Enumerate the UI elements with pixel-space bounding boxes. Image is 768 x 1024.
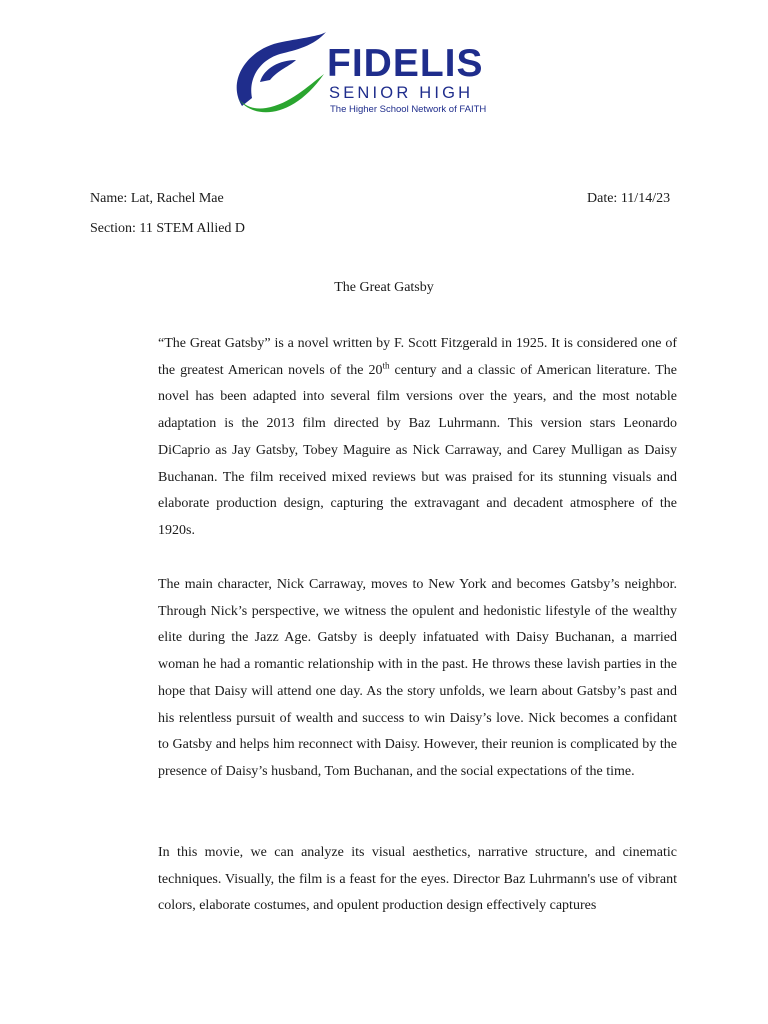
paragraph-1-text-b: century and a classic of American literature. The novel has been adapted into several film versions over the years, and the most notable adaptation is the 2013 film directed by Baz Luhrmann. This version stars Leonardo DiCaprio as Jay Gatsby, Tobey Maguire as Nick Carraway, and Carey Mulligan as Daisy Buchanan. The film received mixed reviews but was praised for its stunning visuals and elaborate production design, capturing the extravagant and decadent atmosphere of the 1920s. (158, 362, 677, 538)
class-section: Section: 11 STEM Allied D (90, 221, 246, 236)
paragraph-1-superscript: th (382, 360, 390, 371)
paragraph-2: The main character, Nick Carraway, moves to New York and becomes Gatsby’s neighbor. Through Nick’s perspective, we witness the opulent and hedonistic lifestyle of the wealthy elite during the Jazz Age. Gatsby is deeply infatuated with Daisy Buchanan, a married woman he had a romantic relationship with in the past. He throws these lavish parties in the hope that Daisy will attend one day. As the story unfolds, we learn about Gatsby’s past and his relentless pursuit of wealth and success to win Daisy’s love. Nick becomes a confidant to Gatsby and helps him reconnect with Daisy. However, their reunion is complicated by the presence of Daisy’s husband, Tom Buchanan, and the social expectations of the time. (158, 577, 677, 779)
logo-tagline: The Higher School Network of FAITH (330, 104, 487, 115)
logo-subtitle: SENIOR HIGH (329, 84, 474, 102)
fidelis-emblem-icon (230, 28, 330, 124)
paragraph-1-text-a: “The Great Gatsby” is a novel written by F. Scott Fitzgerald in 1925. It is considered one of the greatest American novels of the 20 (158, 336, 677, 378)
student-name: Name: Lat, Rachel Mae (90, 191, 224, 206)
document-title: The Great Gatsby (334, 280, 434, 295)
paragraph-3: In this movie, we can analyze its visual aesthetics, narrative structure, and cinematic techniques. Visually, the film is a feast for the eyes. Director Baz Luhrmann's use of vibrant colors, elaborate costumes, and opulent production design effectively captures (158, 845, 677, 914)
logo-brand: FIDELIS (327, 42, 484, 85)
school-logo (230, 28, 530, 124)
submission-date: Date: 11/14/23 (587, 191, 671, 206)
paragraph-1 (158, 331, 677, 545)
